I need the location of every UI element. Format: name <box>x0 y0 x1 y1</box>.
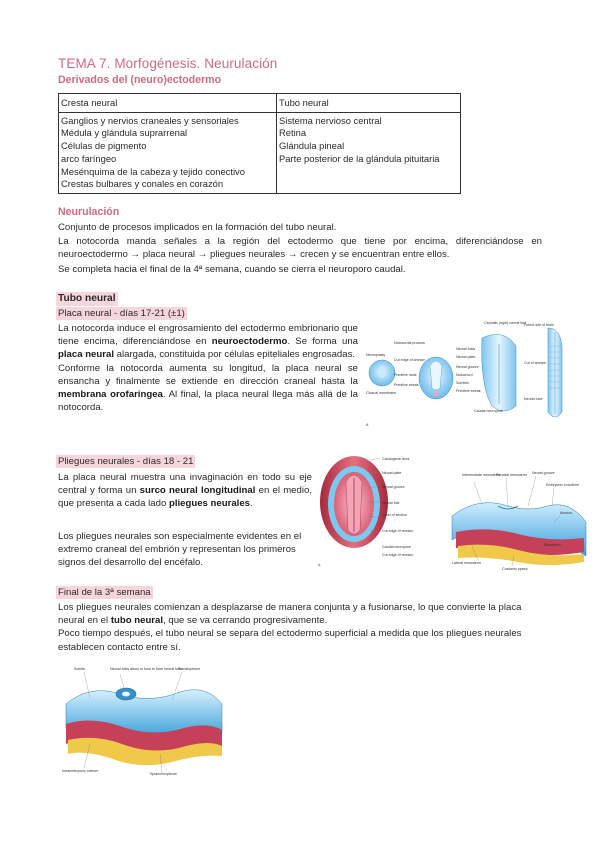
list-item: Médula y glándula suprarrenal <box>61 127 188 139</box>
fig2-label: Level of section <box>382 513 407 517</box>
fig1-label: Cephalic (right) neural fold <box>484 321 527 325</box>
fig3-label: Embryonic ectoderm <box>546 483 579 487</box>
heading-pliegues-neurales: Pliegues neurales - días 18 - 21 <box>58 456 194 467</box>
fig1-label: Neural groove <box>456 365 479 369</box>
paragraph: Conjunto de procesos implicados en la formación del tubo neural. <box>58 221 337 233</box>
neural-tube-closure-figure <box>60 664 226 776</box>
fig3-label: Neural groove <box>532 471 555 475</box>
fig3-label: Endoderm <box>544 543 561 547</box>
fig1-label: Neural folds <box>456 347 476 351</box>
bold-term: tubo neural <box>110 615 164 627</box>
table-header-cresta: Cresta neural <box>59 93 277 112</box>
bold-term: pliegues neurales <box>168 498 250 510</box>
fig1-label: Notochord <box>456 373 473 377</box>
section-subtitle: Derivados del (neuro)ectodermo <box>58 74 222 87</box>
neural-plate-figure <box>364 316 574 434</box>
paragraph <box>58 322 358 362</box>
fig1-label: Cut edge of amnion <box>394 358 426 362</box>
pliegues-text <box>58 471 312 511</box>
list-item: arco faríngeo <box>61 152 117 164</box>
heading-tubo-neural: Tubo neural <box>56 292 118 306</box>
heading-final-semana: Final de la 3ª semana <box>58 587 151 598</box>
text-run: . Se forma una <box>287 336 358 348</box>
list-item: Retina <box>279 127 307 139</box>
fig2-letter: A <box>318 563 321 567</box>
neural-groove-section-figure <box>448 466 590 572</box>
bold-term: surco neural longitudinal <box>139 485 256 497</box>
placa-neural-text <box>58 322 358 415</box>
table-cell-tubo <box>277 112 461 194</box>
list-item: Sistema nervioso central <box>279 114 382 126</box>
fig1-label: Caudal neuropore <box>474 409 503 413</box>
fig3-label: Coelomic space <box>502 567 528 571</box>
fig2-label: Cut edge of amnion <box>382 553 414 557</box>
pliegues-heading-wrap <box>58 455 195 468</box>
list-item: Glándula pineal <box>279 140 345 152</box>
text-run: . Al final, la placa neural llega más allá de la notocorda. <box>58 389 359 414</box>
fig1-letter: A <box>366 423 369 427</box>
fig2-label: Neural plate <box>382 471 402 475</box>
bold-term: membrana orofaríngea <box>58 389 163 401</box>
list-item: Crestas bulbares y conales en corazón <box>61 178 224 190</box>
paragraph <box>58 601 548 627</box>
fig1-label: Notocordal process <box>394 341 425 345</box>
fig1-label: Future site of brain <box>524 323 554 327</box>
paragraph: La notocorda manda señales a la región del ectodermo que tiene por encima, diferenciándose en neuroectodermo → placa neural → pliegues neurales → crecen y se encuentran entre ellos. <box>58 236 542 261</box>
fig1-label: Primitive streak <box>456 389 481 393</box>
tubo-neural-section <box>58 292 118 306</box>
paragraph: Poco tiempo después, el tubo neural se separa del ectodermo superficial a medida que los pliegues neurales establecen contacto entre sí. <box>58 628 522 653</box>
final-text <box>58 601 548 654</box>
table-cell-cresta <box>59 112 277 194</box>
fig1-label: Somites <box>456 381 469 385</box>
fig2-label: Caudal neuropore <box>382 545 411 549</box>
text-run: Conforme la notocorda aumenta su longitud, la placa neural se ensancha y finalmente se extiende en dirección craneal hasta la <box>58 362 358 387</box>
text-run: La placa neural muestra una invaginación en todo su eje central y forma un <box>58 472 312 497</box>
text-run: Los pliegues neurales comienzan a desplazarse de manera conjunta y a fusionarse, lo que convierte la placa neural en el <box>58 602 522 627</box>
fig2-label: Cut edge of amnion <box>382 529 414 533</box>
bold-term: neuroectodermo <box>211 336 288 348</box>
text-run: , que se va cerrando progresivamente. <box>163 615 328 627</box>
fig1-label: Primitive streak <box>394 383 419 387</box>
fig2-label: Neural fold <box>382 501 400 505</box>
paragraph <box>58 471 312 511</box>
text-run: La notocorda induce el engrosamiento del ectodermo embrionario que tiene encima, diferenciándose en <box>58 323 358 348</box>
list-item: Células de pigmento <box>61 140 147 152</box>
heading-neurulacion: Neurulación <box>58 206 120 219</box>
fig4-label: Splanchnopleure <box>150 772 177 776</box>
fig2-label: Cardiogenic area <box>382 457 410 461</box>
fig4-label: Intraembryonic coelom <box>62 769 99 773</box>
document-page <box>58 56 542 276</box>
fig2-label: Neural groove <box>382 485 405 489</box>
fig4-label: Neural folds about to fuse to form neural tube <box>110 667 183 671</box>
page-title: TEMA 7. Morfogénesis. Neurulación <box>58 56 278 71</box>
text-run: . <box>250 498 253 510</box>
list-item: Parte posterior de la glándula pituitaria <box>279 152 440 164</box>
list-item: Ganglios y nervios craneales y sensoriales <box>61 114 239 126</box>
paragraph: Se completa hacia el final de la 4ª semana, cuando se cierra el neuroporo caudal. <box>58 263 406 275</box>
paragraph: Los pliegues neurales son especialmente evidentes en el extremo craneal del embrión y representan los primeros signos del desarrollo del encéfalo. <box>58 531 302 569</box>
derivatives-table <box>58 93 461 194</box>
table-header-tubo: Tubo neural <box>277 93 461 112</box>
fig1-label: Neural tube <box>524 397 543 401</box>
bold-term: placa neural <box>58 349 114 361</box>
fig4-label: Somite <box>74 667 86 671</box>
text-run: alargada, constituida por células epiteliales engrosadas. <box>114 349 356 361</box>
text-run: en el medio, que presenta a cada lado <box>58 485 312 510</box>
fig1-label: Primitive node <box>394 373 417 377</box>
fig3-label: Paraxial mesoderm <box>496 473 527 477</box>
placa-neural-heading-wrap <box>58 307 187 320</box>
final-heading-wrap <box>58 586 153 599</box>
heading-placa-neural: Placa neural - días 17-21 (±1) <box>58 308 185 319</box>
fig4-label: Somatopleure <box>178 667 201 671</box>
fig3-label: Lateral mesoderm <box>452 561 481 565</box>
fig3-label: Amnion <box>560 511 573 515</box>
fig1-label: Neural plate <box>456 355 476 359</box>
fig1-label: Neuroplasty <box>366 353 386 357</box>
pliegues-text-2 <box>58 530 314 570</box>
list-item: Mesénquima de la cabeza y tejido conectivo <box>61 165 245 177</box>
fig3-label: Intermediate mesoderm <box>462 473 500 477</box>
fig1-label: Cloacal membrane <box>366 391 397 395</box>
neural-fold-embryo-figure <box>316 452 446 570</box>
paragraph <box>58 362 358 415</box>
fig1-label: Cut of amnion <box>524 361 547 365</box>
